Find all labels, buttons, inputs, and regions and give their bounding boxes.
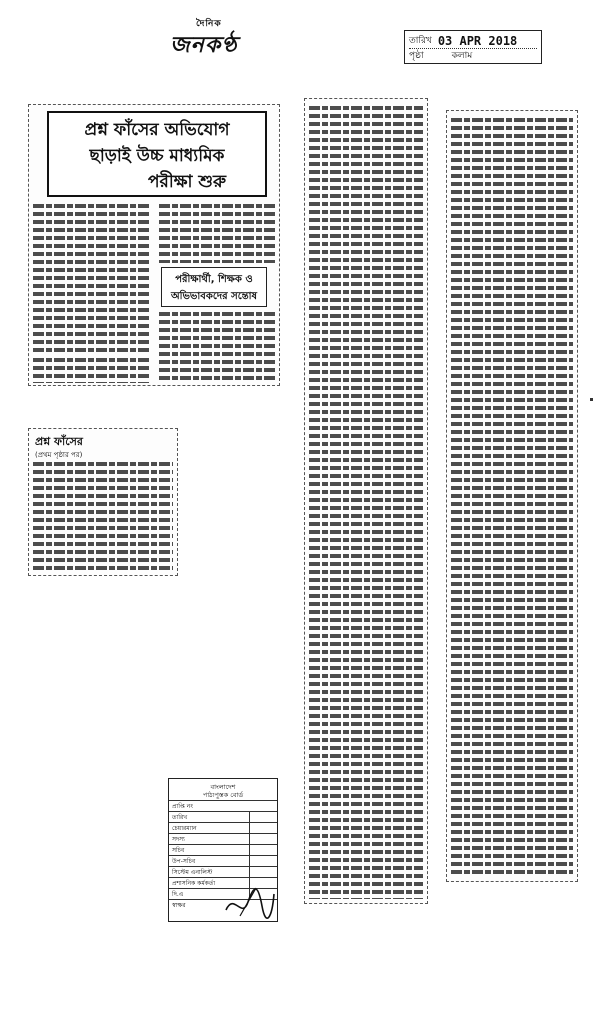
form-row: উপ-সচিব	[169, 855, 277, 867]
continuation-note: (প্রথম পৃষ্ঠার পর)	[35, 451, 83, 459]
middle-column-text	[309, 105, 423, 899]
lead-text-col-1-bottom	[33, 357, 151, 383]
right-column-text	[451, 117, 573, 877]
lead-text-col-2-top	[159, 203, 275, 263]
clipping-middle-column	[304, 98, 428, 904]
form-row: তারিখ	[169, 811, 277, 823]
newspaper-masthead-name: জনকণ্ঠ	[170, 33, 238, 58]
page-row	[409, 48, 537, 63]
page-label: পৃষ্ঠা	[409, 51, 424, 61]
clipping-right-column	[446, 110, 578, 882]
lead-text-col-2-bottom	[159, 311, 275, 383]
form-row: চেয়ারম্যান	[169, 822, 277, 834]
clipping-continuation	[28, 428, 178, 576]
form-row: সদস্য	[169, 833, 277, 845]
headline-line-2: ছাড়াই উচ্চ মাধ্যমিক	[89, 146, 225, 166]
date-stamp	[404, 30, 542, 64]
form-row: প্রশাসনিক কর্মকর্তা	[169, 877, 277, 889]
clipping-headline-lead	[28, 104, 280, 386]
form-row: দি.এ	[169, 888, 277, 900]
continuation-text	[33, 461, 173, 571]
form-row: স্বাক্ষর	[169, 899, 277, 911]
date-value: 03 APR 2018	[437, 33, 518, 48]
form-row: সিস্টেম এনালিস্ট	[169, 866, 277, 878]
date-label: তারিখ	[409, 36, 432, 46]
subhead-box: পরীক্ষার্থী, শিক্ষক ও অভিভাবকদের সন্তোষ	[161, 267, 267, 307]
headline-line-3: পরীক্ষা শুরু	[147, 172, 227, 192]
scan-speck	[590, 398, 593, 401]
headline-box	[47, 111, 267, 197]
handwritten-signature	[222, 880, 278, 924]
continuation-heading: প্রশ্ন ফাঁসের	[35, 435, 83, 448]
form-row: সচিব	[169, 844, 277, 856]
form-row: প্রাপ্তি নং	[169, 800, 277, 812]
lead-text-col-1	[33, 203, 151, 353]
date-row	[409, 33, 537, 49]
form-title-2: পাঠ্যপুস্তক বোর্ড	[202, 791, 244, 799]
headline-line-1: প্রশ্ন ফাঁসের অভিযোগ	[84, 120, 230, 140]
form-title-1: বাংলাদেশ	[210, 783, 236, 791]
column-label: কলাম	[451, 51, 473, 61]
newspaper-masthead-small: দৈনিক	[196, 19, 222, 29]
